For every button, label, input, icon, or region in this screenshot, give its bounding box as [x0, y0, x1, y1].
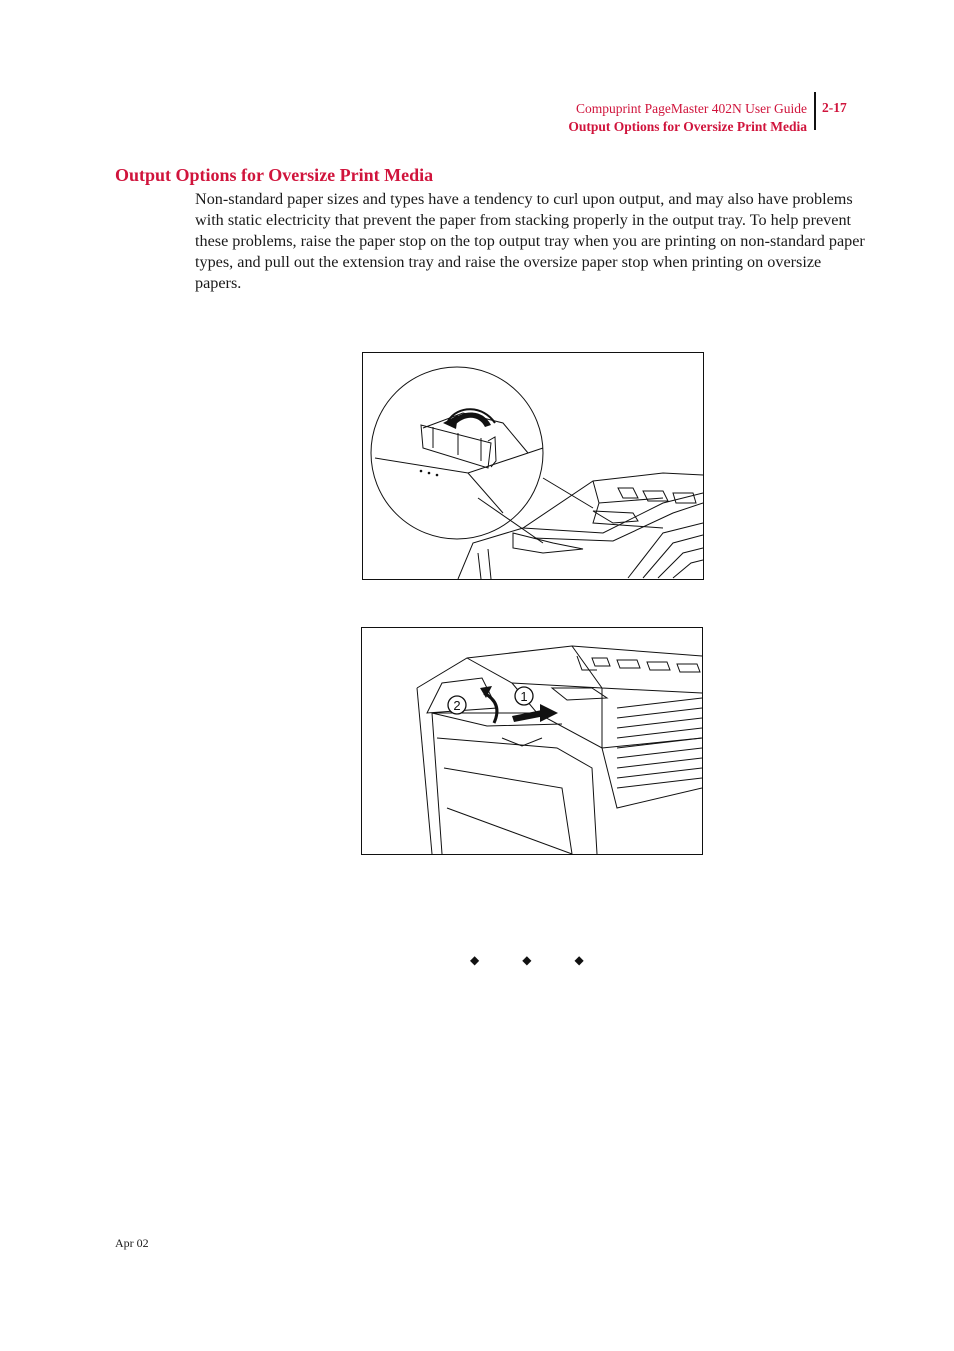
figure-extension-tray: [361, 627, 703, 855]
callout-1-label: 1: [520, 689, 528, 704]
header-section-title: Output Options for Oversize Print Media: [568, 119, 807, 134]
running-header: [568, 100, 807, 136]
page-number: 2-17: [822, 100, 847, 115]
printer-extension-tray-illustration: [362, 628, 702, 854]
callout-2-label: 2: [453, 698, 461, 713]
printer-top-tray-illustration: [363, 353, 703, 579]
footer-date: Apr 02: [115, 1236, 149, 1250]
figure-paper-stop: [362, 352, 704, 580]
body-paragraph: Non-standard paper sizes and types have a tendency to curl upon output, and may also have problems with static electricity that prevent the paper from stacking properly in the output tray. To help prevent these problems, raise the paper stop on the top output tray when you are printing on non-standard paper types, and pull out the extension tray and raise the oversize paper stop when printing on oversize papers.: [195, 190, 865, 292]
section-end-ornament: ◆ ◆ ◆: [470, 953, 604, 967]
guide-title: Compuprint PageMaster 402N User Guide: [576, 101, 807, 116]
section-heading: Output Options for Oversize Print Media: [115, 165, 434, 185]
header-divider: [814, 92, 816, 130]
